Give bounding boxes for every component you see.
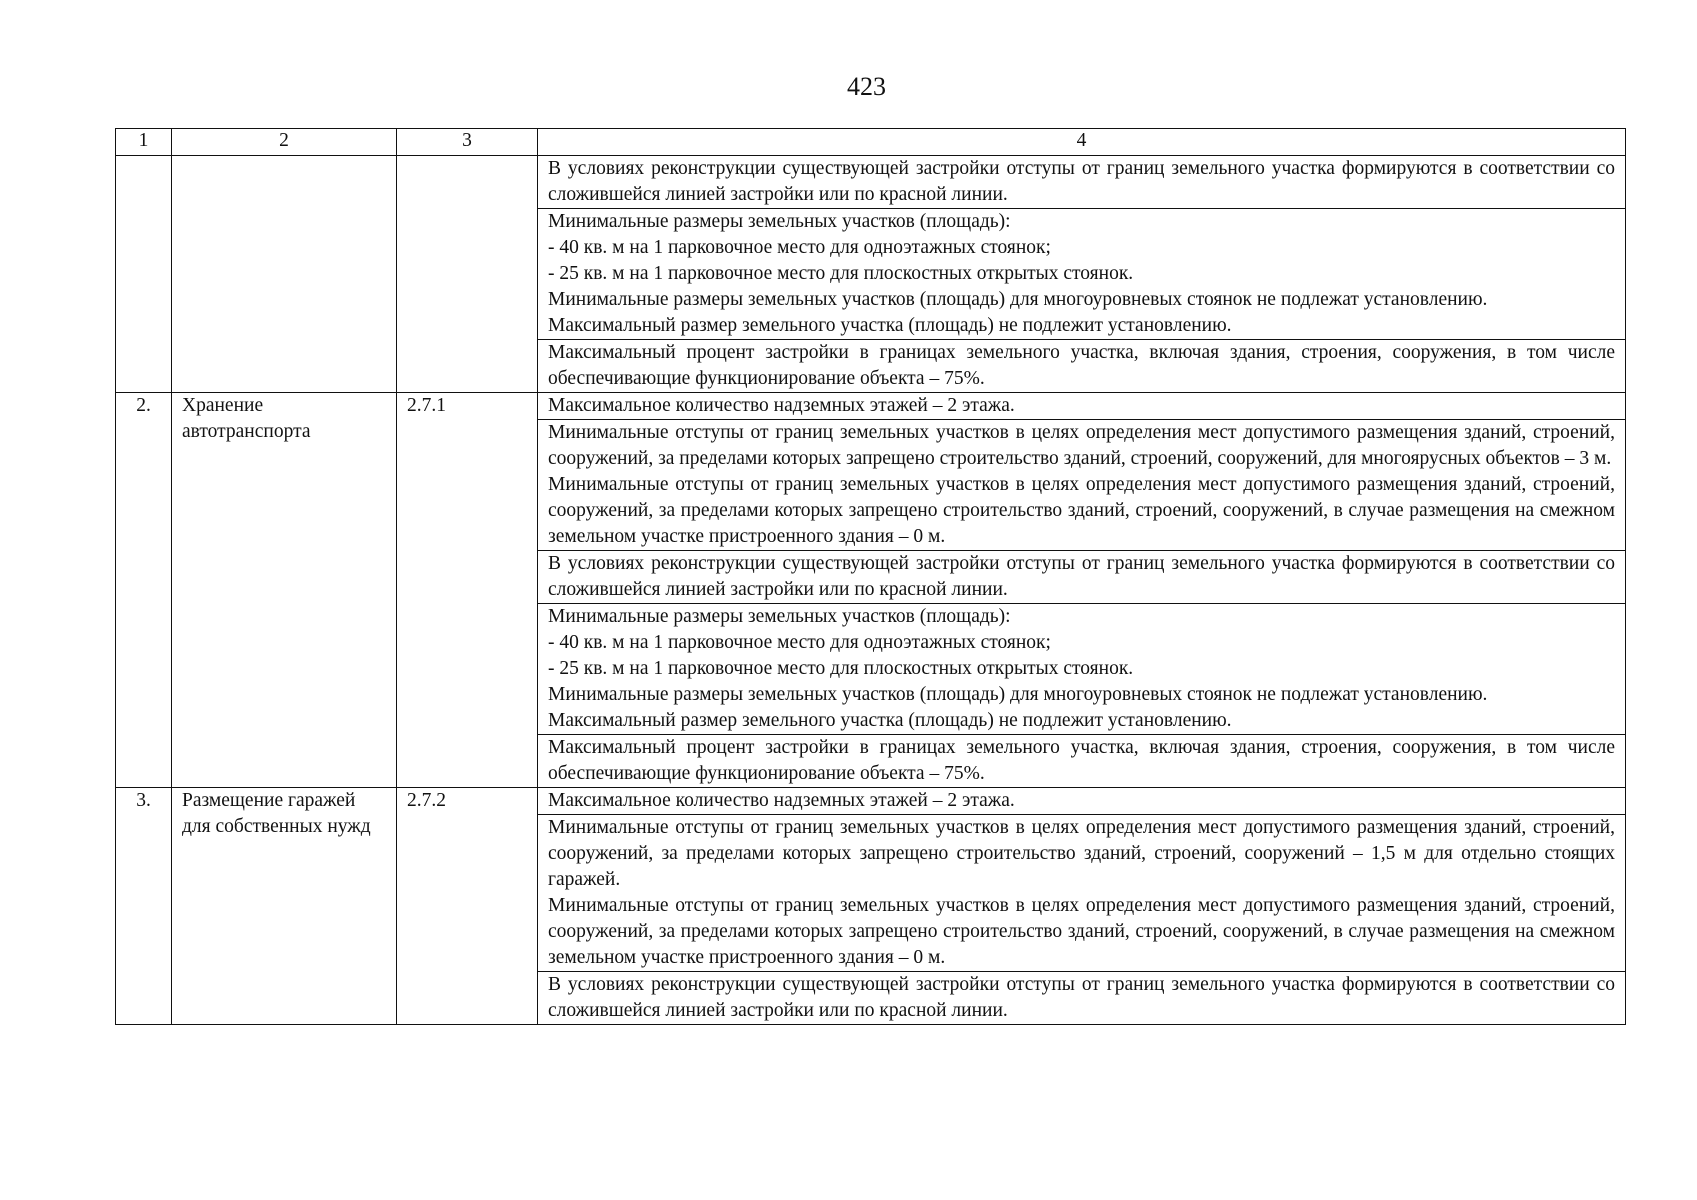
- parameter-text: Максимальный размер земельного участка (площадь) не подлежит установлению.: [548, 315, 1232, 336]
- use-name-cell: [172, 156, 397, 393]
- use-code-cell: [397, 156, 538, 393]
- parameter-text: Минимальные отступы от границ земельных участков в целях определения мест допустимого размещения зданий, строений, сооружений, за пределами которых запрещено строительство зданий, строений, сооружений, в случае размещения на смежном земельном участке пристроенного здания – 0 м.: [548, 895, 1615, 968]
- parameter-text: Максимальный размер земельного участка (площадь) не подлежит установлению.: [548, 710, 1232, 731]
- parameter-text: Максимальное количество надземных этажей – 2 этажа.: [548, 790, 1015, 811]
- use-code-cell: 2.7.1: [397, 393, 538, 788]
- parameter-text: Минимальные отступы от границ земельных участков в целях определения мест допустимого размещения зданий, строений, сооружений, за пределами которых запрещено строительство зданий, строений, сооружений, для многоярусных объектов – 3 м.: [548, 422, 1615, 469]
- parameter-text: В условиях реконструкции существующей застройки отступы от границ земельного участка формируются в соответствии со сложившейся линией застройки или по красной линии.: [548, 553, 1615, 600]
- parameter-cell: [538, 815, 1626, 972]
- parameter-text: - 40 кв. м на 1 парковочное место для одноэтажных стоянок;: [548, 237, 1051, 258]
- row-number-cell: 3.: [116, 788, 172, 1025]
- use-name-cell: Размещение гаражей для собственных нужд: [172, 788, 397, 1025]
- parameter-text: Максимальный процент застройки в границах земельного участка, включая здания, строения, сооружения, в том числе обеспечивающие функционирование объекта – 75%.: [548, 342, 1615, 389]
- parameter-cell: [538, 340, 1626, 393]
- parameter-cell: [538, 420, 1626, 551]
- parameter-cell: [538, 972, 1626, 1025]
- column-header-2: 2: [172, 129, 397, 156]
- parameter-text: Максимальное количество надземных этажей – 2 этажа.: [548, 395, 1015, 416]
- page-number: 423: [847, 72, 886, 101]
- parameter-text: Минимальные отступы от границ земельных участков в целях определения мест допустимого размещения зданий, строений, сооружений, за пределами которых запрещено строительство зданий, строений, сооружений – 1,5 м для отдельно стоящих гаражей.: [548, 817, 1615, 890]
- row-number-cell: [116, 156, 172, 393]
- use-code-cell: 2.7.2: [397, 788, 538, 1025]
- use-name-cell: Хранение автотранспорта: [172, 393, 397, 788]
- parameter-text: - 40 кв. м на 1 парковочное место для одноэтажных стоянок;: [548, 632, 1051, 653]
- parameter-text: - 25 кв. м на 1 парковочное место для плоскостных открытых стоянок.: [548, 658, 1134, 679]
- parameter-text: Минимальные размеры земельных участков (площадь) для многоуровневых стоянок не подлежат установлению.: [548, 684, 1488, 705]
- parameter-cell: [538, 788, 1626, 815]
- parameter-cell: [538, 551, 1626, 604]
- table-row: [116, 393, 1626, 420]
- parameter-text: Минимальные размеры земельных участков (площадь):: [548, 211, 1011, 232]
- regulations-table: [115, 128, 1626, 1025]
- table-row: [116, 788, 1626, 815]
- parameter-cell: [538, 209, 1626, 340]
- parameter-text: В условиях реконструкции существующей застройки отступы от границ земельного участка формируются в соответствии со сложившейся линией застройки или по красной линии.: [548, 974, 1615, 1021]
- parameter-text: Минимальные размеры земельных участков (площадь) для многоуровневых стоянок не подлежат установлению.: [548, 289, 1488, 310]
- parameter-text: - 25 кв. м на 1 парковочное место для плоскостных открытых стоянок.: [548, 263, 1134, 284]
- parameter-text: В условиях реконструкции существующей застройки отступы от границ земельного участка формируются в соответствии со сложившейся линией застройки или по красной линии.: [548, 158, 1615, 205]
- table-row: [116, 156, 1626, 209]
- parameter-text: Минимальные размеры земельных участков (площадь):: [548, 606, 1011, 627]
- parameter-text: Максимальный процент застройки в границах земельного участка, включая здания, строения, сооружения, в том числе обеспечивающие функционирование объекта – 75%.: [548, 737, 1615, 784]
- column-header-3: 3: [397, 129, 538, 156]
- table-body: [116, 156, 1626, 1025]
- parameter-cell: [538, 604, 1626, 735]
- parameter-cell: [538, 156, 1626, 209]
- column-header-1: 1: [116, 129, 172, 156]
- parameter-text: Минимальные отступы от границ земельных участков в целях определения мест допустимого размещения зданий, строений, сооружений, за пределами которых запрещено строительство зданий, строений, сооружений, в случае размещения на смежном земельном участке пристроенного здания – 0 м.: [548, 474, 1615, 547]
- parameter-cell: [538, 735, 1626, 788]
- table-header-row: [116, 129, 1626, 156]
- parameter-cell: [538, 393, 1626, 420]
- row-number-cell: 2.: [116, 393, 172, 788]
- column-header-4: 4: [538, 129, 1626, 156]
